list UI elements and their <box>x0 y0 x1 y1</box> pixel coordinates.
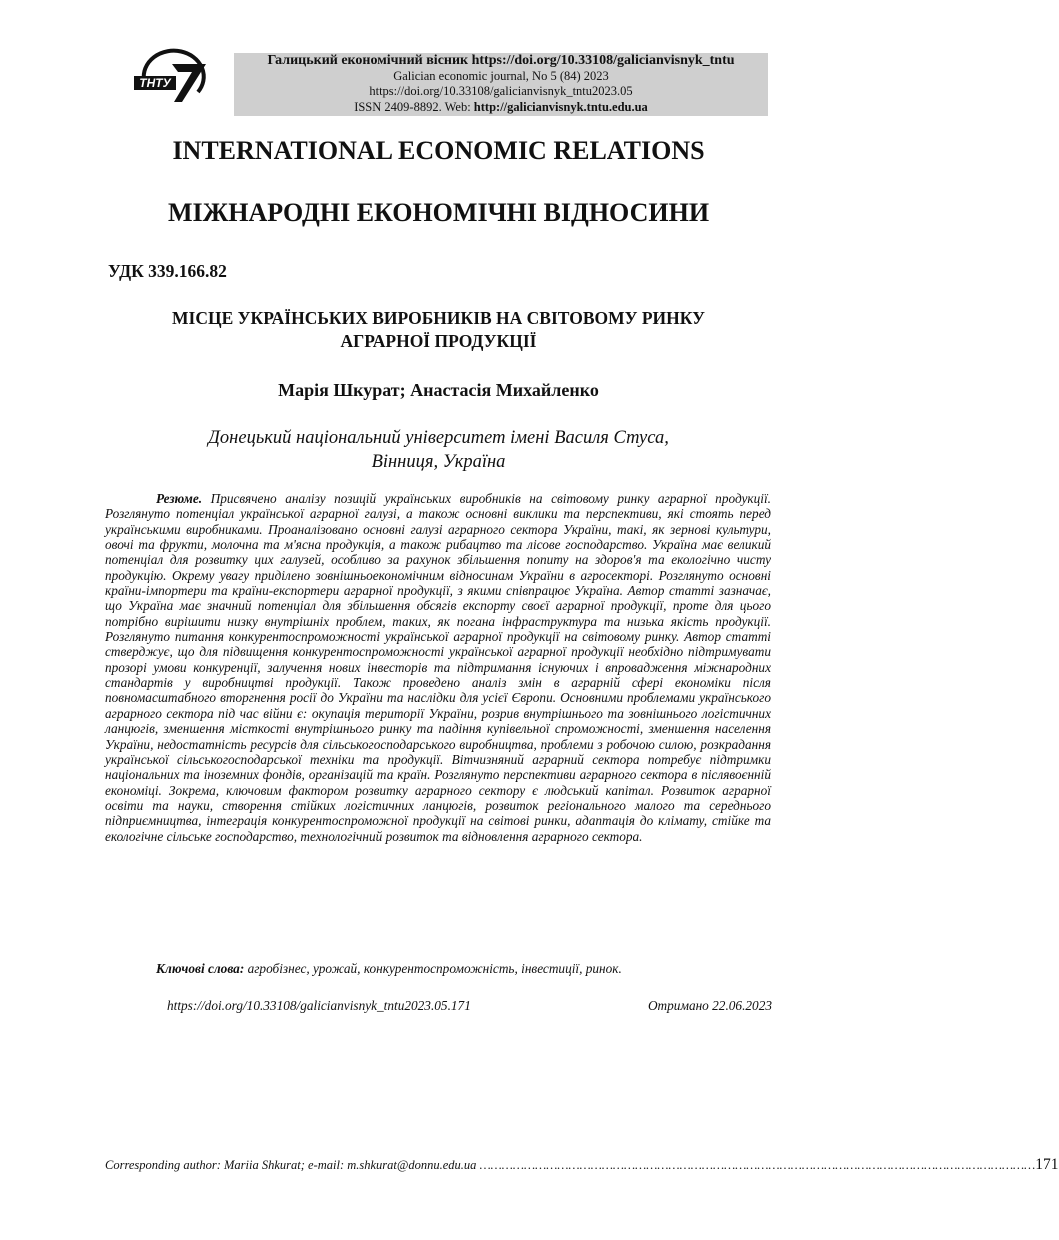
keywords <box>156 961 622 977</box>
affiliation-line2: Вінниця, Україна <box>371 452 506 472</box>
author-affiliation <box>0 426 877 474</box>
affiliation-line1: Донецький національний університет імені Василя Стуса, <box>208 428 669 448</box>
article-doi-link[interactable]: https://doi.org/10.33108/galicianvisnyk_tntu2023.05.171 <box>167 998 471 1013</box>
article-title-line2: АГРАРНОЇ ПРОДУКЦІЇ <box>340 331 537 351</box>
section-heading-ua: МІЖНАРОДНІ ЕКОНОМІЧНІ ВІДНОСИНИ <box>167 198 710 227</box>
footer-leader-dots: …………………………………………………………………………………………………………………………………… <box>476 1158 1036 1172</box>
article-authors: Марія Шкурат; Анастасія Михайленко <box>278 380 599 400</box>
issn-text: ISSN 2409-8892. Web: <box>354 99 474 114</box>
abstract <box>105 491 771 844</box>
page-footer <box>105 1156 1059 1174</box>
article-title-line1: МІСЦЕ УКРАЇНСЬКИХ ВИРОБНИКІВ НА СВІТОВОМУ РИНКУ <box>172 308 705 328</box>
article-title <box>60 307 817 353</box>
page-number: 171 <box>1035 1156 1059 1173</box>
section-heading-en: INTERNATIONAL ECONOMIC RELATIONS <box>172 136 705 165</box>
corresponding-author: Corresponding author: Mariia Shkurat; e-mail: m.shkurat@donnu.edu.ua <box>105 1158 477 1172</box>
journal-title-line: Галицький економічний вісник https://doi.org/10.33108/galicianvisnyk_tntu <box>267 53 735 68</box>
received-date: Отримано 22.06.2023 <box>647 998 772 1013</box>
journal-issue-line: Galician economic journal, No 5 (84) 2023 <box>393 68 609 83</box>
tntu-logo <box>134 50 210 110</box>
keywords-text: агробізнес, урожай, конкурентоспроможність, інвестиції, ринок. <box>244 961 622 976</box>
journal-doi-line: https://doi.org/10.33108/galicianvisnyk_tntu2023.05 <box>369 84 633 98</box>
journal-web-link[interactable]: http://galicianvisnyk.tntu.edu.ua <box>473 99 648 114</box>
abstract-label: Резюме. <box>156 491 203 506</box>
journal-issn-line <box>234 100 768 116</box>
keywords-label: Ключові слова: <box>156 961 245 976</box>
udk-code: УДК 339.166.82 <box>108 261 227 281</box>
journal-header <box>234 53 768 116</box>
abstract-text: Присвячено аналізу позицій українських виробників на світовому ринку аграрної продукції. Розглянуто потенціал української аграрної галузі, а також основні виклики та перспективи, які стоять перед українськими виробниками. Проаналізовано основні галузі аграрного сектора України, такі, як зернові культури, овочі та фрукти, молочна та м'ясна продукція, а також рибацтво та лісове господарство. Україна має великий потенціал для розвитку цих галузей, особливо за рахунок збільшення попиту на здоров'я та екологічно чисту продукцію. Окрему увагу приділено зовнішньоекономічним відносинам України в агросекторі. Розглянуто основні країни-імпортери та країни-експортери аграрної продукції, з якими співпрацює Україна. Автор статті зазначає, що Україна має значний потенціал для збільшення обсягів експорту своєї аграрної продукції, проте для цього потрібно вирішити низку внутрішніх проблем, таких, як погана інфраструктура та низька якість продукції. Розглянуто питання конкурентоспроможності української аграрної продукції на світовому ринку. Автор статті стверджує, що для підвищення конкурентоспроможності української аграрної продукції необхідно підтримувати прозорі умови конкуренції, залучення нових інвесторів та підтримання існуючих і впровадження міжнародних стандартів у виробництві продукції. Також проведено аналіз змін в аграрній сфері економіки після повномасштабного вторгнення росії до України та наслідки для усієї Європи. Основними проблемами українського аграрного сектора під час війни є: окупація території України, розрив внутрішнього та зовнішнього логістичних ланцюгів, зменшення місткості внутрішнього ринку та падіння купівельної спроможності, зменшення населення України, недостатність ресурсів для сільськогосподарського виробництва, проблеми з робочою силою, розкрадання української сільськогосподарської техніки та продукції. Вітчизняний аграрний сектора потребує підтримки національних та іноземних фондів, організацій та країн. Розглянуто перспективи аграрного сектора в післявоєнній економіці. Зокрема, ключовим фактором розвитку аграрного сектору є людський капітал. Розвиток аграрної освіти та науки, створення стійких логістичних ланцюгів, розвиток регіонального малого та середнього підприємництва, інтеграція конкурентоспроможної продукції на світові ринки, адаптація до клімату, стійке та екологічне сільське господарство, технологічний розвиток та відновлення аграрного сектора. <box>105 491 771 844</box>
logo-text: ТНТУ <box>139 76 171 90</box>
